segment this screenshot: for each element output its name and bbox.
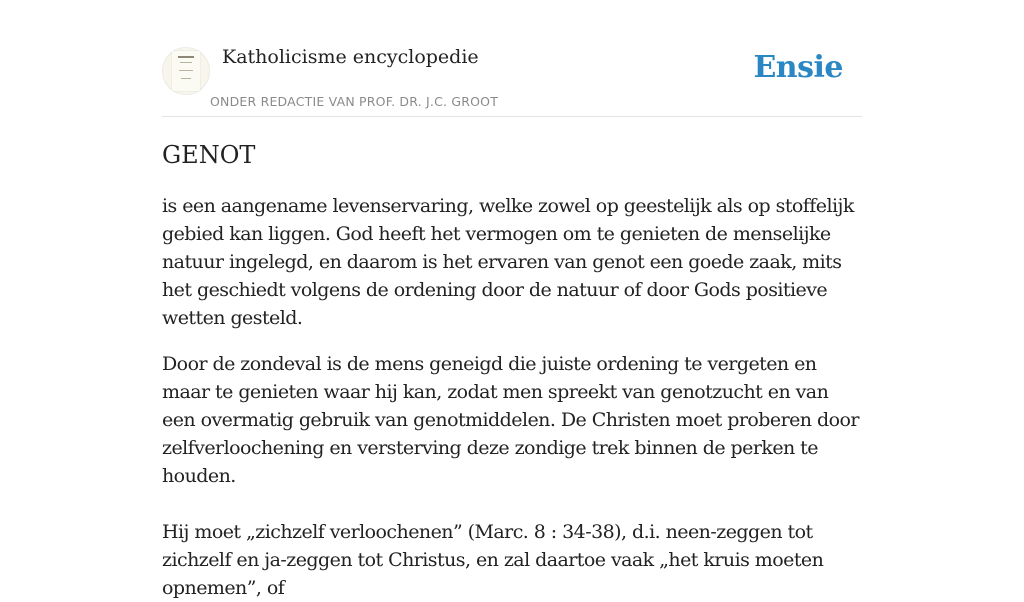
editor-subtitle: ONDER REDACTIE VAN PROF. DR. J.C. GROOT <box>210 94 499 109</box>
article-title: GENOT <box>162 141 256 169</box>
article-paragraph: Hij moet „zichzelf verloochenen” (Marc. 8 : 34-38), d.i. neen-zeggen tot zichzelf en ja-zeggen tot Christus, en zal daartoe vaak „het kruis moeten opnemen”, of <box>162 521 824 599</box>
book-cover-icon[interactable] <box>162 47 210 95</box>
article-paragraph: Door de zondeval is de mens geneigd die juiste ordening te vergeten en maar te genieten waar hij kan, zodat men spreekt van genotzucht en van een overmatig gebruik van genotmiddelen. De Christen moet proberen door zelfverloochening en versterving deze zondige trek binnen de perken te houden. <box>162 353 859 487</box>
site-header <box>162 40 862 117</box>
brand-logo-link[interactable]: Ensie <box>753 50 843 85</box>
site-title-link[interactable]: Katholicisme encyclopedie <box>222 46 479 68</box>
article-content <box>162 138 862 602</box>
article-paragraph: is een aangename levenservaring, welke zowel op geestelijk als op stoffelijk gebied kan liggen. God heeft het vermogen om te genieten de menselijke natuur ingelegd, en daarom is het ervaren van genot een goede zaak, mits het geschiedt volgens de ordening door de natuur of door Gods positieve wetten gesteld. <box>162 195 854 329</box>
